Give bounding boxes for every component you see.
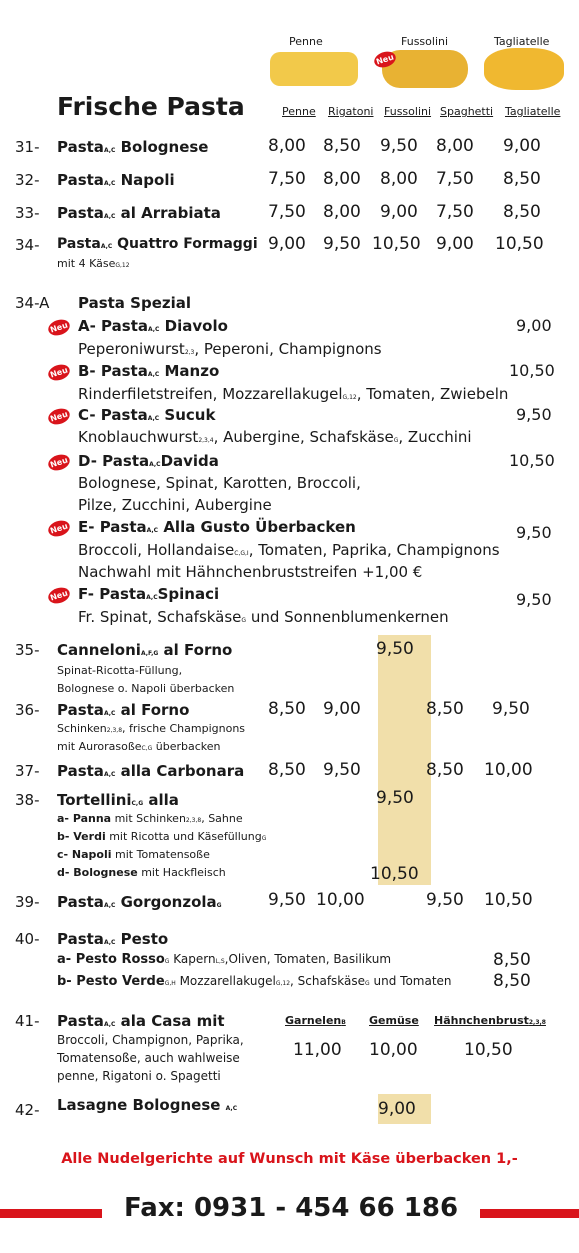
sub-description [78,541,500,559]
item-number: 31- [15,138,40,156]
desc-text: , Zucchini [398,428,472,446]
price-fussolini: 10,50 [372,234,421,254]
item-number: 41- [15,1012,40,1030]
sub-allergen: A,C [148,326,160,333]
item-suffix: al Forno [163,641,233,659]
item-number: 35- [15,641,40,659]
item-name: Pasta [57,171,104,189]
desc-text: und Sonnenblumenkernen [246,608,449,626]
option-garnelen [285,1014,346,1027]
item-suffix: alla [148,791,179,809]
neu-badge: Neu [46,585,72,606]
item-suffix: al Arrabiata [120,204,221,222]
desc-text: Broccoli, Hollandaise [78,541,235,559]
sub-label: B- Pasta [78,362,148,380]
item-title [57,138,209,156]
item-title [57,171,175,189]
item-title [57,1012,225,1030]
option-text: Mozzarellakugel [175,974,276,988]
desc-allergen: G [393,437,399,444]
desc-allergen: 2,3,8 [106,727,123,734]
item-allergen: A,C [100,243,113,250]
item-title [57,1096,237,1114]
item-number: 39- [15,893,40,911]
penne-image-label: Penne [289,35,323,48]
price-penne: 8,50 [268,699,306,719]
price-tagliatelle: 10,50 [495,234,544,254]
price-haehnchenbrust: 10,50 [464,1040,513,1060]
option-price: 8,50 [493,971,531,991]
price-tagliatelle: 9,00 [503,136,541,156]
item-name: Pasta [57,701,104,719]
price-fussolini: 9,50 [376,639,414,659]
item-name: Pasta [57,138,104,156]
option-label: Garnelen [285,1014,342,1027]
neu-badge: Neu [372,49,398,70]
sub-item-title [78,585,219,603]
desc-text: Rinderfiletstreifen, Mozzarellakugel [78,385,343,403]
item-allergen: A,C [103,939,116,946]
sub-item-title [78,406,215,424]
desc-allergen: G [241,617,247,624]
footer-note: Alle Nudelgerichte auf Wunsch mit Käse überbacken 1,- [61,1151,518,1167]
item-number: 34-A [15,294,50,312]
option-text: , Schafskäse [290,974,366,988]
desc-text: , Aubergine, Schafskäse [213,428,394,446]
item-name: Lasagne Bolognese [57,1096,221,1114]
page-title: Frische Pasta [57,92,245,121]
sub-allergen: A,C [147,415,160,422]
item-allergen: A,C [103,771,116,778]
price-tagliatelle: 10,00 [484,760,533,780]
item-description-line-3: penne, Rigatoni o. Spagetti [57,1069,221,1083]
item-name: Pasta [57,762,104,780]
option-label: a- Pesto Rosso [57,952,165,967]
col-rigatoni: Rigatoni [328,105,374,118]
desc-text: , Tomaten, Zwiebeln [356,385,509,403]
price-penne: 9,50 [268,890,306,910]
item-title [57,791,179,809]
desc-text: Schinken [57,722,107,735]
sub-allergen: A,C [147,371,160,378]
item-name: Pasta [57,204,104,222]
price-fussolini: 8,00 [380,169,418,189]
item-price: 9,00 [378,1099,416,1119]
option-text: und Tomaten [369,974,452,988]
price-penne: 8,00 [268,136,306,156]
price-fussolini: 9,50 [380,136,418,156]
option-label: a- Panna [57,812,112,825]
price-tagliatelle: 10,50 [484,890,533,910]
price-rigatoni: 9,50 [323,234,361,254]
option-label: Gemüse [369,1014,419,1027]
item-allergen: A,C [103,902,116,909]
sub-description-line-1: Bolognese, Spinat, Karotten, Broccoli, [78,474,361,492]
price-fussolini: 9,50 [376,788,414,808]
option-text: Kapern [169,952,216,966]
desc-text: Knoblauchwurst [78,428,199,446]
item-allergen: A,C [103,213,116,220]
sub-option-a [57,812,243,825]
option-allergen: 2,3,8 [528,1019,546,1026]
sub-option-b [57,974,452,989]
option-allergen: L,S [215,958,225,965]
desc-text: Peperoniwurst [78,340,185,358]
item-title [57,236,258,252]
price-fussolini-2: 10,50 [370,864,419,884]
price-rigatoni: 10,00 [316,890,365,910]
item-allergen: A,C [103,147,116,154]
item-number: 37- [15,762,40,780]
option-label: c- Napoli [57,848,112,861]
price-penne: 8,50 [268,760,306,780]
item-description-line-2: Tomatensoße, auch wahlweise [57,1051,240,1065]
tagliatelle-image-label: Tagliatelle [494,35,550,48]
neu-badge: Neu [46,317,72,338]
option-allergen: G [164,958,170,965]
price-spaghetti: 9,50 [426,890,464,910]
price-rigatoni: 9,00 [323,699,361,719]
item-title: Pasta Spezial [78,294,192,312]
sub-price: 9,50 [516,405,552,424]
desc-text: Fr. Spinat, Schafskäse [78,608,242,626]
price-spaghetti: 8,50 [426,760,464,780]
col-tagliatelle: Tagliatelle [505,105,561,118]
sub-extra-option: Nachwahl mit Hähnchenbruststreifen +1,00 € [78,563,423,581]
item-suffix: Bolognese [120,138,209,156]
item-suffix: alla Carbonara [120,762,245,780]
sub-name: Spinaci [157,585,220,603]
option-allergen: G [365,980,370,987]
sub-label: D- Pasta [78,452,150,470]
item-allergen: C,G [131,800,144,807]
price-fussolini: 9,00 [380,202,418,222]
option-text: , Sahne [201,812,243,825]
option-text: mit Tomatensoße [111,848,210,861]
fax-bar-right [480,1209,579,1218]
item-number: 42- [15,1101,40,1119]
option-label: d- Bolognese [57,866,138,879]
sub-label: E- Pasta [78,518,147,536]
sub-option-b [57,830,266,843]
item-description-line-1 [57,722,245,735]
sub-price: 9,00 [516,316,552,335]
sub-name: Davida [160,452,219,470]
sub-description [78,608,449,626]
option-allergen: 2,3,8 [185,817,202,824]
item-suffix: al Forno [120,701,190,719]
option-gemuese [369,1014,419,1027]
option-text: mit Hackfleisch [137,866,226,879]
desc-text: mit 4 Käse [57,257,116,270]
item-allergen: A,C [103,180,116,187]
sub-allergen: A,C [149,461,161,468]
item-title [57,204,221,222]
option-label: Hähnchenbrust [434,1014,529,1027]
item-allergen: A,C [103,1021,116,1028]
desc-text: , Tomaten, Paprika, Champignons [248,541,500,559]
price-rigatoni: 8,00 [323,202,361,222]
option-price: 8,50 [493,950,531,970]
price-gemuese: 10,00 [369,1040,418,1060]
item-description-line-1: Broccoli, Champignon, Paprika, [57,1033,244,1047]
price-rigatoni: 8,50 [323,136,361,156]
sub-description [78,428,472,446]
desc-allergen: 2,3,4 [198,437,214,444]
sub-price: 10,50 [509,451,555,470]
desc-allergen: G,12 [342,394,357,401]
col-fussolini: Fussolini [384,105,432,118]
neu-badge: Neu [46,518,72,539]
price-spaghetti: 7,50 [436,169,474,189]
option-text: mit Schinken [111,812,186,825]
price-rigatoni: 8,00 [323,169,361,189]
desc-text: überbacken [152,740,221,753]
price-spaghetti: 8,00 [436,136,474,156]
price-column-highlight [378,635,431,885]
fussolini-image-label: Fussolini [401,35,449,48]
sub-description [78,340,382,358]
sub-name: Diavolo [164,317,228,335]
option-text: mit Ricotta und Käsefüllung [105,830,262,843]
option-allergen: G,12 [275,980,291,987]
item-suffix: ala Casa mit [120,1012,225,1030]
price-penne: 7,50 [268,169,306,189]
price-garnelen: 11,00 [293,1040,342,1060]
item-name: Pasta [57,930,104,948]
item-suffix: Gorgonzola [120,893,217,911]
price-penne: 9,00 [268,234,306,254]
item-name: Pasta [57,236,101,252]
sub-item-title [78,362,219,380]
item-suffix-allergen: G [216,902,222,909]
sub-name: Alla Gusto Überbacken [163,518,356,536]
item-description [57,257,130,270]
option-allergen: G,H [164,980,176,987]
sub-item-title [78,317,228,335]
price-penne: 7,50 [268,202,306,222]
price-rigatoni: 9,50 [323,760,361,780]
item-suffix: Quattro Formaggi [117,236,258,252]
option-text: ,Oliven, Tomaten, Basilikum [224,952,392,966]
col-penne: Penne [282,105,316,118]
item-description-line-2 [57,740,221,753]
item-name: Pasta [57,893,104,911]
item-description-line-1: Spinat-Ricotta-Füllung, [57,664,183,677]
option-label: b- Verdi [57,830,106,843]
sub-label: A- Pasta [78,317,148,335]
item-title [57,930,168,948]
item-number: 33- [15,204,40,222]
sub-price: 9,50 [516,523,552,542]
item-title [57,701,189,719]
desc-text: , Peperoni, Champignons [194,340,382,358]
item-number: 34- [15,236,40,254]
price-spaghetti: 8,50 [426,699,464,719]
fax-number: Fax: 0931 - 454 66 186 [123,1193,459,1223]
neu-badge: Neu [46,452,72,473]
desc-allergen: C,G [141,745,153,752]
item-name: Tortellini [57,791,132,809]
price-spaghetti: 9,00 [436,234,474,254]
option-allergen: G [261,835,267,842]
sub-description-line-2: Pilze, Zucchini, Aubergine [78,496,272,514]
sub-label: F- Pasta [78,585,147,603]
sub-price: 10,50 [509,361,555,380]
sub-allergen: A,C [146,594,158,601]
sub-name: Sucuk [164,406,216,424]
sub-price: 9,50 [516,590,552,609]
sub-option-d [57,866,226,879]
neu-badge: Neu [46,362,72,383]
price-tagliatelle: 8,50 [503,202,541,222]
sub-description [78,385,508,403]
price-tagliatelle: 8,50 [503,169,541,189]
col-spaghetti: Spaghetti [440,105,494,118]
item-number: 32- [15,171,40,189]
item-suffix: Pesto [120,930,169,948]
sub-option-a [57,952,391,967]
desc-allergen: 2,3 [184,349,195,356]
sub-allergen: A,C [146,527,159,534]
sub-option-c [57,848,210,861]
desc-text: , frische Champignons [122,722,246,735]
sub-label: C- Pasta [78,406,148,424]
item-description-line-2: Bolognese o. Napoli überbacken [57,682,235,695]
sub-item-title [78,518,356,536]
price-tagliatelle: 9,50 [492,699,530,719]
item-number: 36- [15,701,40,719]
item-name: Pasta [57,1012,104,1030]
option-allergen: B [341,1019,346,1026]
item-allergen: A,C [103,710,116,717]
item-name: Canneloni [57,641,141,659]
item-title [57,762,244,780]
price-spaghetti: 7,50 [436,202,474,222]
item-title [57,893,222,911]
desc-allergen: G,12 [115,262,130,269]
desc-allergen: C,G,I [234,550,249,557]
item-allergen: A,C [225,1105,238,1112]
item-number: 40- [15,930,40,948]
sub-item-title [78,452,219,470]
item-number: 38- [15,791,40,809]
item-title [57,641,232,659]
penne-image [270,52,358,86]
item-allergen: A,F,G [140,650,159,657]
option-label: b- Pesto Verde [57,974,165,989]
tagliatelle-image [484,48,564,90]
item-suffix: Napoli [120,171,175,189]
sub-name: Manzo [164,362,220,380]
fax-bar-left [0,1209,102,1218]
desc-text: mit Aurorasoße [57,740,142,753]
option-haehnchenbrust [434,1014,546,1027]
neu-badge: Neu [46,406,72,427]
